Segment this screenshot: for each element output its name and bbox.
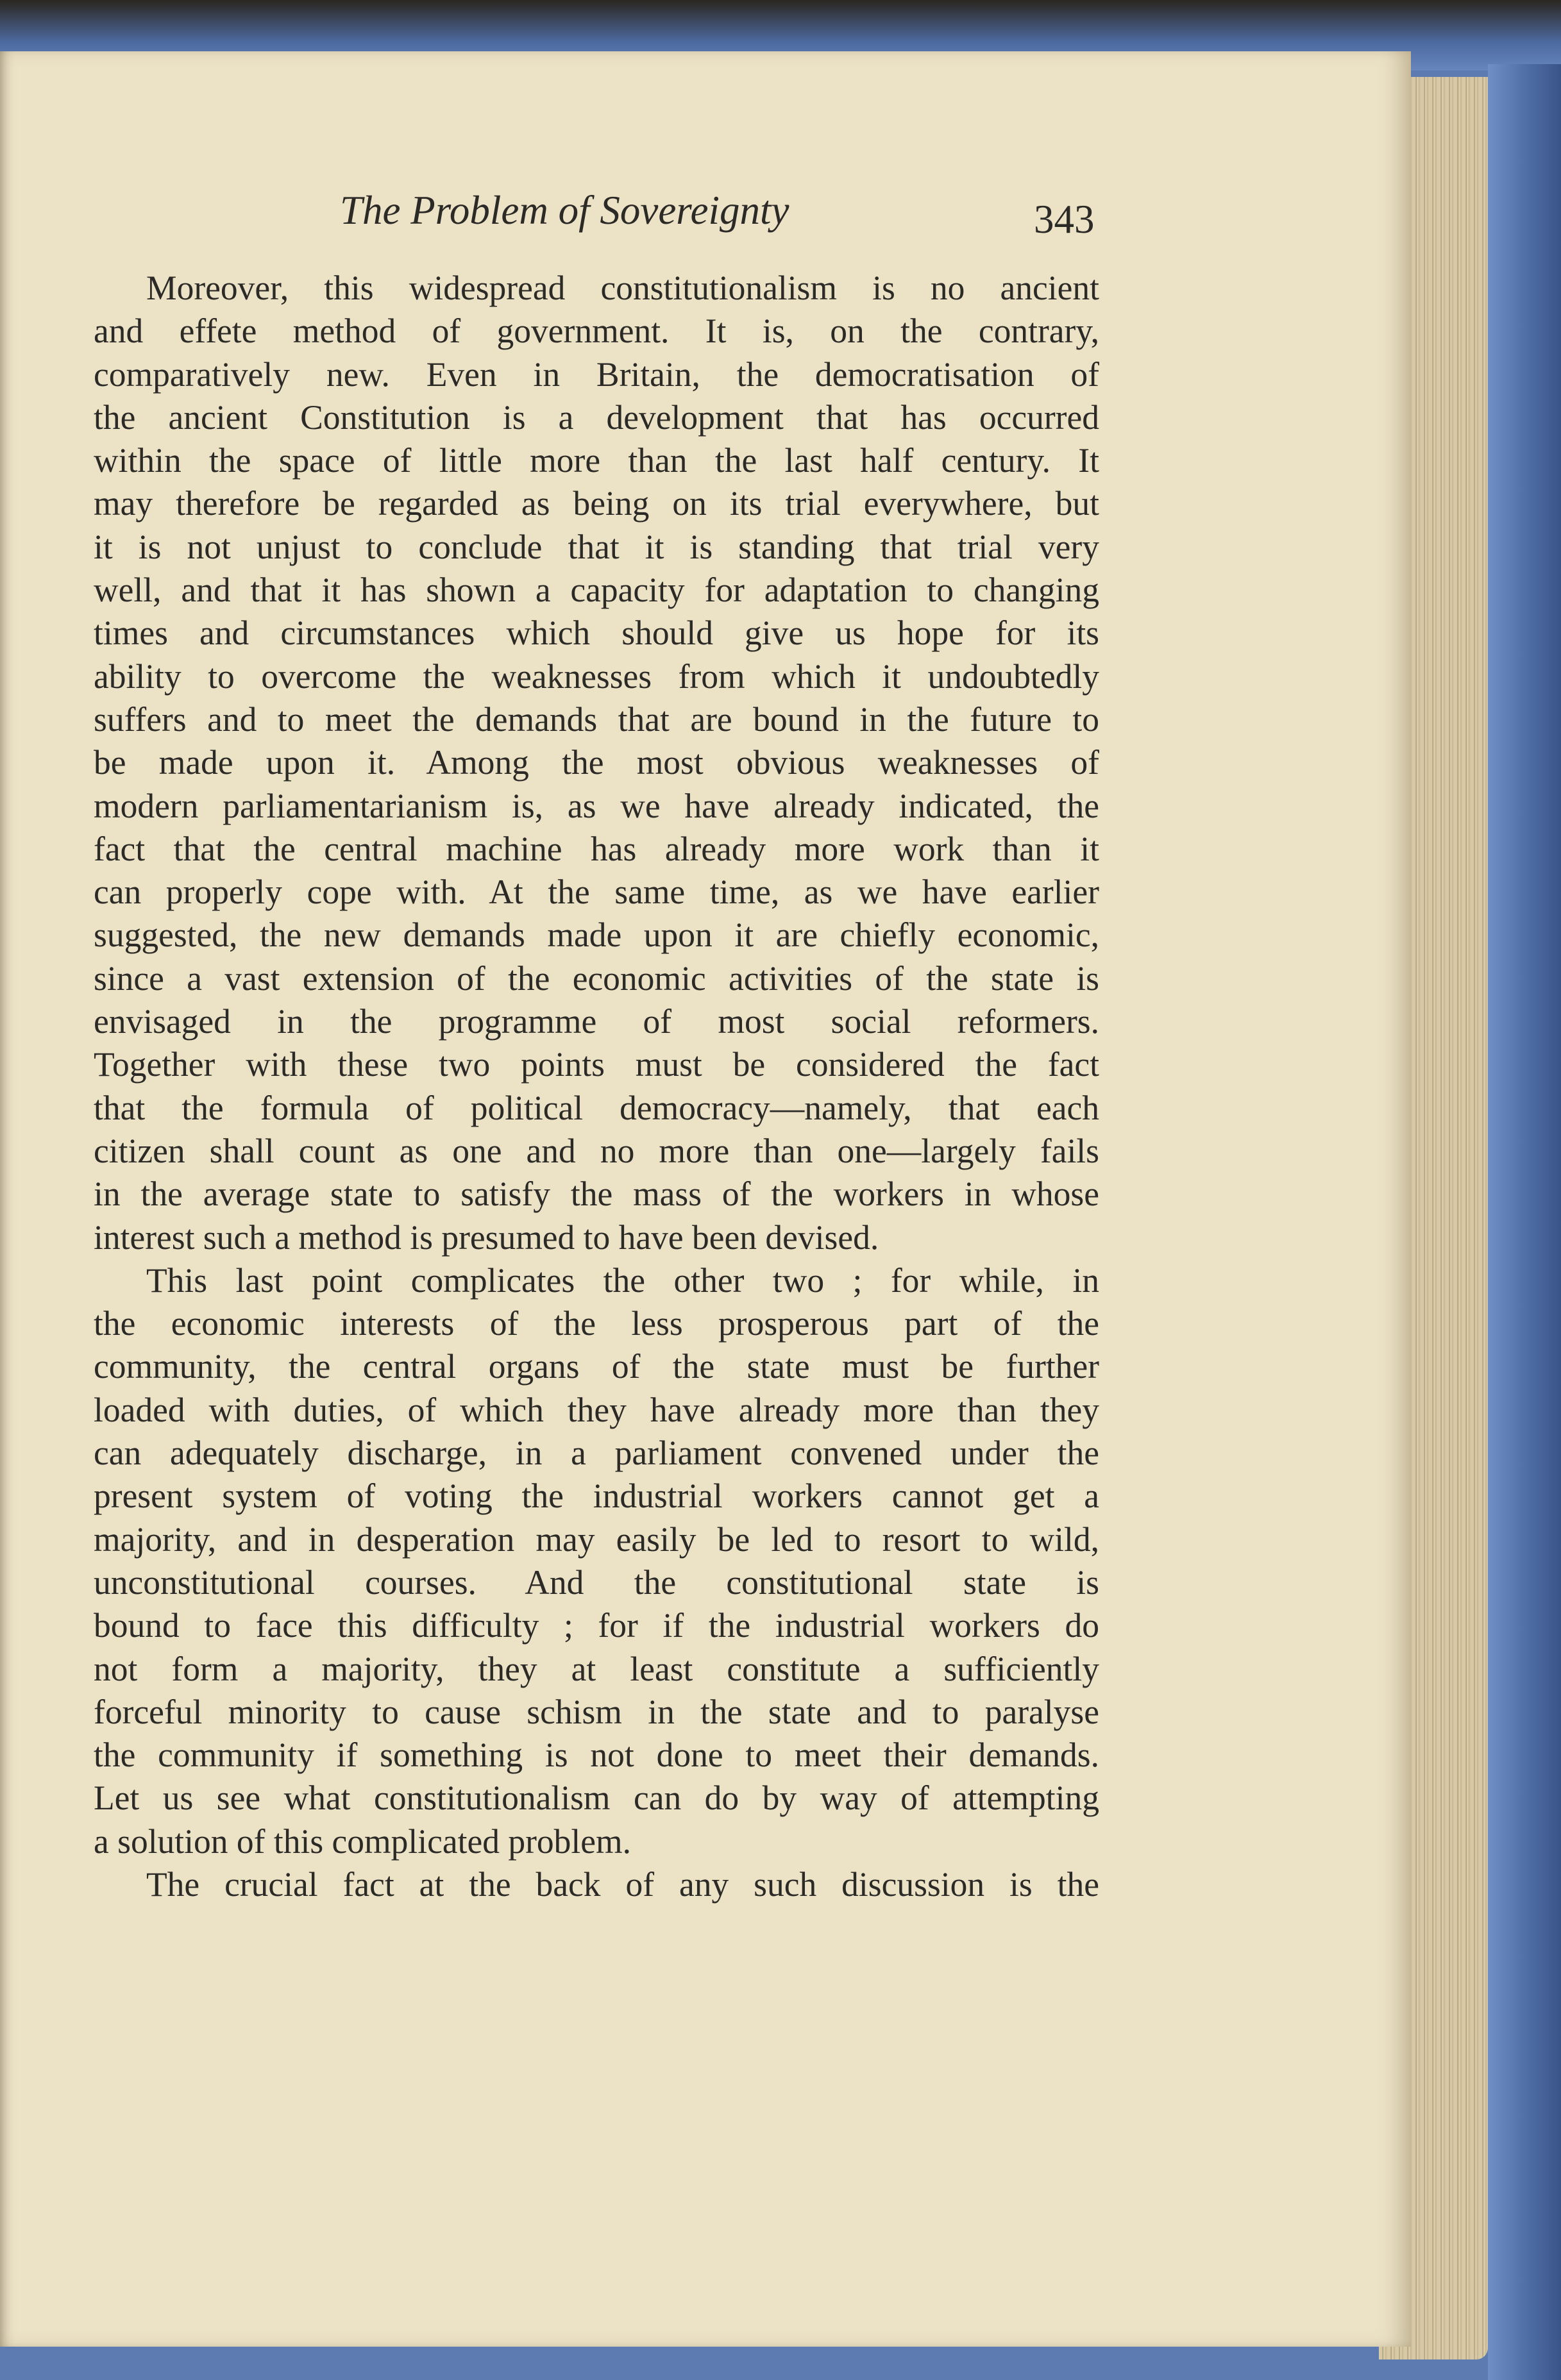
text-line: majority, and in desperation may easily be led to resort to wild,	[94, 1520, 1099, 1559]
body-text	[94, 267, 1099, 1906]
running-title: The Problem of Sovereignty	[340, 188, 789, 233]
text-line: fact that the central machine has already more work than it	[94, 829, 1099, 868]
text-line: forceful minority to cause schism in the state and to paralyse	[94, 1692, 1099, 1731]
text-line: loaded with duties, of which they have already more than they	[94, 1390, 1099, 1429]
text-line: The crucial fact at the back of any such discussion is the	[146, 1865, 1099, 1904]
text-line: Together with these two points must be considered the fact	[94, 1045, 1099, 1084]
text-line: suffers and to meet the demands that are bound in the future to	[94, 700, 1099, 739]
text-line: since a vast extension of the economic activities of the state is	[94, 959, 1099, 998]
text-line: well, and that it has shown a capacity for adaptation to changing	[94, 571, 1099, 610]
text-line: can adequately discharge, in a parliament convened under the	[94, 1434, 1099, 1473]
text-line: a solution of this complicated problem.	[94, 1822, 632, 1861]
text-line: present system of voting the industrial workers cannot get a	[94, 1477, 1099, 1516]
text-line: that the formula of political democracy—namely, that each	[94, 1088, 1099, 1127]
text-line: be made upon it. Among the most obvious weaknesses of	[94, 743, 1099, 782]
page-number: 343	[1034, 197, 1095, 242]
text-line: This last point complicates the other two ; for while, in	[146, 1261, 1099, 1300]
text-line: unconstitutional courses. And the constitutional state is	[94, 1563, 1099, 1602]
text-line: ability to overcome the weaknesses from which it undoubtedly	[94, 657, 1099, 696]
text-line: Moreover, this widespread constitutionalism is no ancient	[146, 269, 1099, 307]
text-line: and effete method of government. It is, on the contrary,	[94, 312, 1099, 351]
text-line: times and circumstances which should give us hope for its	[94, 614, 1099, 653]
text-line: Let us see what constitutionalism can do by way of attempting	[94, 1779, 1099, 1818]
text-line: comparatively new. Even in Britain, the democratisation of	[94, 355, 1099, 394]
text-line: it is not unjust to conclude that it is standing that trial very	[94, 527, 1099, 566]
text-line: can properly cope with. At the same time, as we have earlier	[94, 873, 1099, 912]
text-line: the ancient Constitution is a development that has occurred	[94, 398, 1099, 437]
text-line: may therefore be regarded as being on its trial everywhere, but	[94, 484, 1099, 523]
text-line: suggested, the new demands made upon it are chiefly economic,	[94, 916, 1099, 955]
text-line: bound to face this difficulty ; for if the industrial workers do	[94, 1606, 1099, 1645]
book-cover-right-edge	[1488, 64, 1561, 2380]
text-line: interest such a method is presumed to have been devised.	[94, 1218, 879, 1257]
text-line: envisaged in the programme of most social reformers.	[94, 1002, 1099, 1041]
text-line: the economic interests of the less prosperous part of the	[94, 1304, 1099, 1343]
text-line: the community if something is not done to meet their demands.	[94, 1736, 1099, 1775]
text-line: within the space of little more than the last half century. It	[94, 441, 1099, 480]
text-line: not form a majority, they at least constitute a sufficiently	[94, 1649, 1099, 1688]
text-line: community, the central organs of the state must be further	[94, 1347, 1099, 1386]
text-line: citizen shall count as one and no more than one—largely fails	[94, 1131, 1099, 1170]
text-line: modern parliamentarianism is, as we have already indicated, the	[94, 786, 1099, 825]
text-line: in the average state to satisfy the mass of the workers in whose	[94, 1175, 1099, 1214]
